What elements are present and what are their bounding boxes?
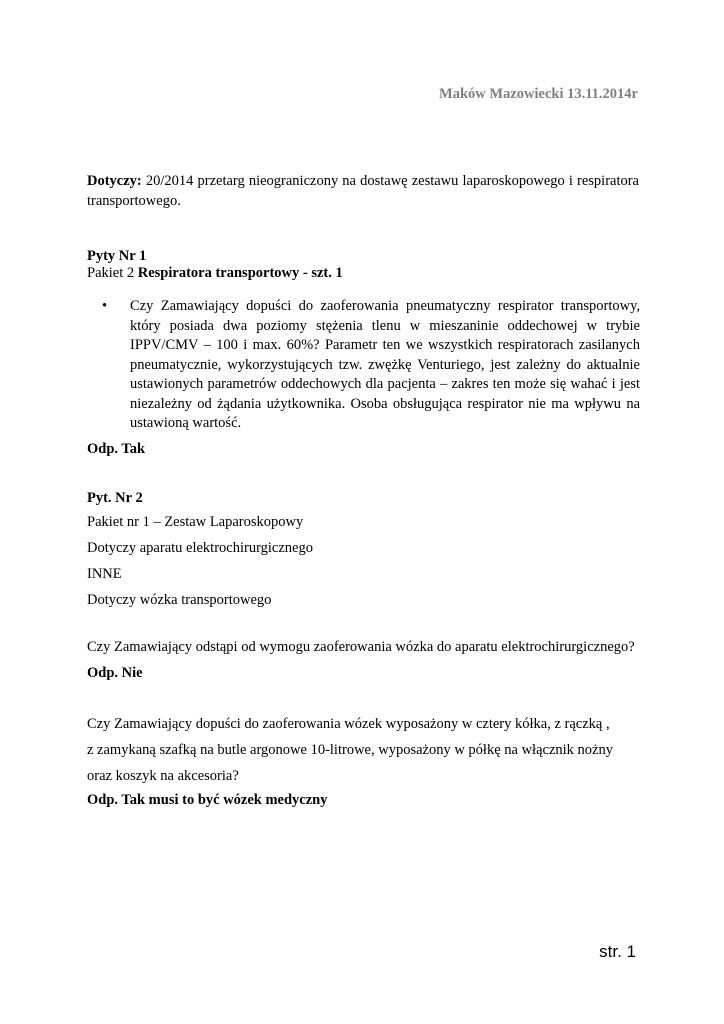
package-prefix: Pakiet 2 <box>87 265 138 281</box>
subject-text: 20/2014 przetarg nieograniczony na dostawę zestawu laparoskopowego i respiratora transportowego. <box>87 173 639 209</box>
question-2a-text: Czy Zamawiający odstąpi od wymogu zaoferowania wózka do aparatu elektrochirurgicznego? <box>87 639 635 655</box>
question-2-context <box>87 509 647 613</box>
question-2a-answer: Odp. Nie <box>87 665 143 681</box>
subject-paragraph <box>87 171 639 211</box>
question-2b-line: z zamykaną szafką na butle argonowe 10-litrowe, wyposażony w półkę na włącznik nożny <box>87 742 613 758</box>
context-line: INNE <box>87 566 122 582</box>
subject-label: Dotyczy: <box>87 173 142 189</box>
context-line: Dotyczy aparatu elektrochirurgicznego <box>87 540 313 556</box>
package-name: Respiratora transportowy - szt. 1 <box>137 265 343 281</box>
bullet-icon: • <box>102 298 108 314</box>
question-2b-line: oraz koszyk na akcesoria? <box>87 768 239 784</box>
question-1-text: Czy Zamawiający dopuści do zaoferowania pneumatyczny respirator transportowy, który posiada dwa poziomy stężenia tlenu w mieszaninie oddechowej w trybie IPPV/CMV – 100 i max. 60%? Parametr ten we wszystkich respiratorach zasilanych pneumatycznie, wykorzystujących tzw. zwężkę Venturiego, jest zależny do aktualnie ustawionych parametrów oddechowych dla pacjenta – zakres ten może się wahać i jest niezależny od żądania użytkownika. Osoba obsługująca respirator nie ma wpływu na ustawioną wartość. <box>130 298 640 431</box>
question-2b-line: Czy Zamawiający dopuści do zaoferowania wózek wyposażony w cztery kółka, z rączką , <box>87 716 610 732</box>
context-line: Dotyczy wózka transportowego <box>87 592 272 608</box>
context-line: Pakiet nr 1 – Zestaw Laparoskopowy <box>87 514 304 530</box>
question-1-package <box>87 263 343 283</box>
question-2b-answer: Odp. Tak musi to być wózek medyczny <box>87 792 328 808</box>
question-2-title: Pyt. Nr 2 <box>87 490 143 506</box>
question-1-title: Pyty Nr 1 <box>87 248 147 264</box>
question-1-answer: Odp. Tak <box>87 441 146 457</box>
page-number: str. 1 <box>599 942 636 961</box>
question-2b-text <box>87 711 647 789</box>
place-date: Maków Mazowiecki 13.11.2014r <box>439 86 638 102</box>
